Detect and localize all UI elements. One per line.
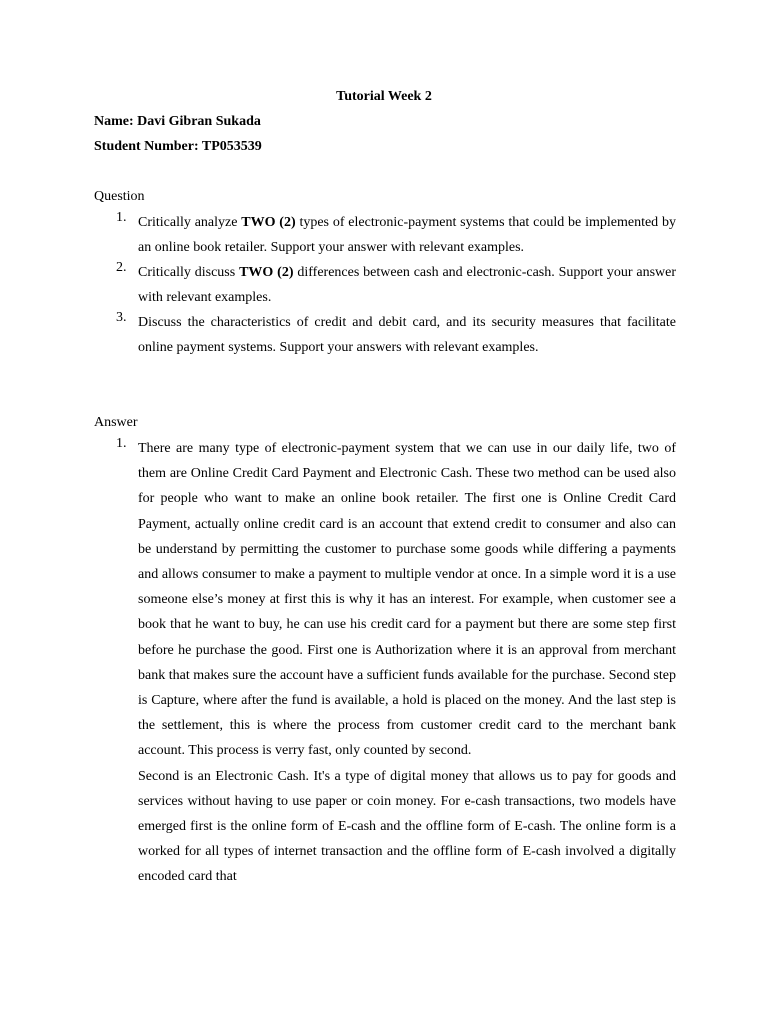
question-item <box>94 210 676 260</box>
question-item <box>94 260 676 310</box>
question-number: 1. <box>116 210 127 225</box>
question-text: Discuss the characteristics of credit and debit card, and its security measures that facilitate online payment systems. Support your answers with relevant examples. <box>138 315 676 355</box>
answer-number: 1. <box>116 436 127 451</box>
answer-heading: Answer <box>94 415 138 430</box>
question-text: Critically discuss TWO (2) differences between cash and electronic-cash. Support your answer with relevant examples. <box>138 265 677 305</box>
document-title: Tutorial Week 2 <box>336 89 432 104</box>
question-text: Critically analyze TWO (2) types of electronic-payment systems that could be implemented by an online book retailer. Support your answer with relevant examples. <box>138 215 676 255</box>
question-item <box>94 310 676 360</box>
question-list <box>94 210 676 360</box>
student-name: Name: Davi Gibran Sukada <box>94 114 261 129</box>
question-number: 2. <box>116 260 127 275</box>
answer-list <box>94 436 676 890</box>
question-number: 3. <box>116 310 127 325</box>
answer-item <box>94 436 676 890</box>
answer-paragraph-2: Second is an Electronic Cash. It's a type of digital money that allows us to pay for goods and services without having to use paper or coin money. For e-cash transactions, two models have emerged first is the online form of E-cash and the offline form of E-cash. The online form is a worked for all types of internet transaction and the offline form of E-cash involved a digitally encoded card that <box>138 768 676 885</box>
answer-paragraph-1: There are many type of electronic-payment system that we can use in our daily life, two of them are Online Credit Card Payment and Electronic Cash. These two method can be used also for people who want to make an online book retailer. The first one is Online Credit Card Payment, actually online credit card is an account that extend credit to consumer and also can be understand by permitting the customer to purchase some goods while differing a payments and allows consumer to make a payment to multiple vendor at once. In a simple word it is a use someone else’s money at first this is why it has an interest. For example, when customer see a book that he want to buy, he can use his credit card for a payment but there are some step first before he purchase the good. First one is Authorization where it is an approval from merchant bank that makes sure the account have a sufficient funds available for the purchase. Second step is Capture, where after the fund is available, a hold is placed on the money. And the last step is the settlement, this is where the process from customer credit card to the merchant bank account. This process is verry fast, only counted by second. <box>138 441 676 759</box>
student-number: Student Number: TP053539 <box>94 139 262 154</box>
question-heading: Question <box>94 189 145 204</box>
